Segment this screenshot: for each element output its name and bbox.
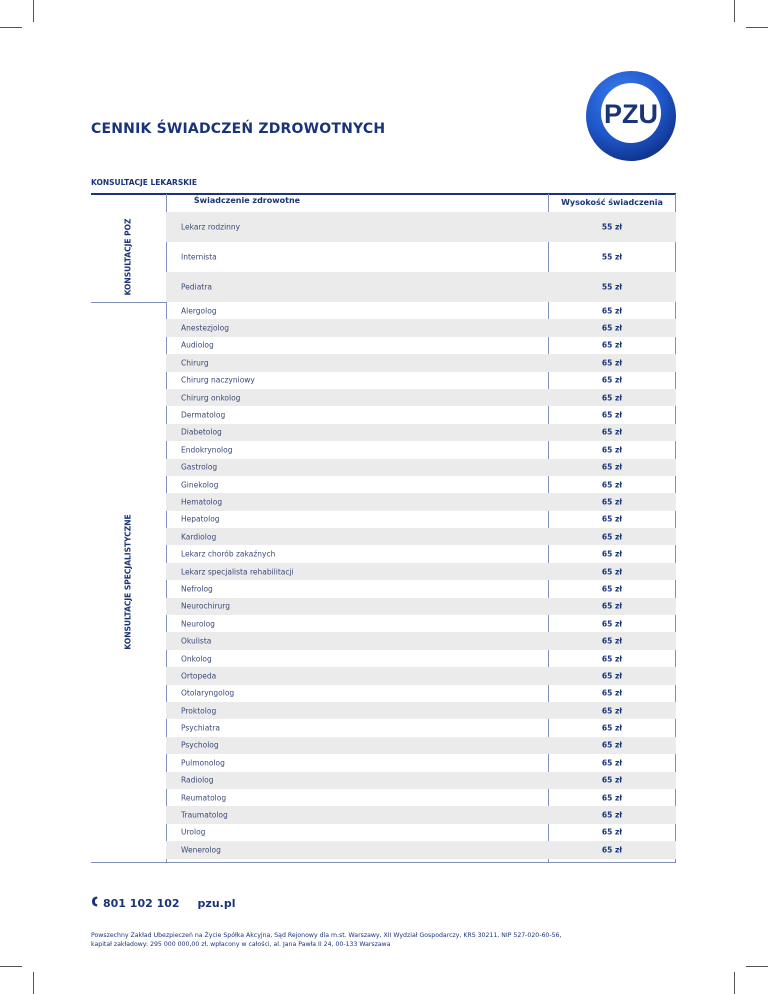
crop-mark	[746, 966, 768, 967]
service-amount: 65 zł	[601, 601, 623, 611]
table-row	[166, 476, 676, 493]
service-name: Otolaryngolog	[181, 688, 235, 698]
service-amount: 65 zł	[601, 375, 623, 385]
service-amount: 65 zł	[601, 654, 623, 663]
table-row	[166, 424, 676, 441]
service-name: Proktolog	[181, 706, 217, 716]
service-amount: 65 zł	[601, 480, 623, 490]
pzu-logo	[585, 70, 677, 162]
website-link[interactable]: pzu.pl	[197, 897, 236, 910]
service-amount: 65 zł	[601, 410, 623, 420]
table-row	[166, 789, 676, 806]
service-amount: 65 zł	[601, 619, 623, 629]
service-amount: 65 zł	[601, 775, 623, 785]
phone-number[interactable]: 801 102 102	[103, 897, 180, 910]
service-amount: 65 zł	[601, 688, 623, 698]
service-amount: 65 zł	[601, 706, 623, 716]
service-amount: 65 zł	[601, 740, 623, 750]
service-name: Ginekolog	[181, 480, 219, 490]
table-row	[166, 242, 676, 272]
service-amount: 65 zł	[601, 793, 623, 803]
service-name: Chirurg onkolog	[181, 393, 241, 403]
table-row	[166, 319, 676, 336]
service-name: Neurolog	[181, 619, 215, 629]
service-amount: 55 zł	[601, 282, 623, 292]
table-row	[166, 772, 676, 789]
service-amount: 65 zł	[601, 358, 623, 368]
service-amount: 65 zł	[601, 497, 623, 507]
service-name: Chirurg	[181, 358, 209, 368]
table-row	[166, 841, 676, 858]
table-row	[166, 824, 676, 841]
table-bottom-rule	[91, 862, 676, 863]
table-row	[166, 528, 676, 545]
service-name: Ortopeda	[181, 671, 217, 681]
service-name: Pediatra	[181, 282, 212, 292]
table-row	[166, 598, 676, 615]
service-name: Lekarz specjalista rehabilitacji	[181, 567, 294, 577]
table-row	[166, 719, 676, 736]
table-row	[166, 615, 676, 632]
table-row	[166, 650, 676, 667]
service-name: Lekarz chorób zakaźnych	[181, 549, 276, 559]
crop-mark	[746, 27, 768, 28]
table-row	[166, 563, 676, 580]
service-name: Hematolog	[181, 497, 223, 507]
table-row	[166, 389, 676, 406]
table-row	[166, 632, 676, 649]
service-name: Nefrolog	[181, 584, 213, 594]
service-amount: 65 zł	[601, 427, 623, 437]
service-name: Dermatolog	[181, 410, 226, 420]
group-label-poz: KONSULTACJE POZ	[123, 218, 133, 296]
section-title: KONSULTACJE LEKARSKIE	[91, 178, 197, 187]
service-amount: 65 zł	[601, 462, 623, 472]
service-name: Urolog	[181, 827, 206, 837]
service-name: Radiolog	[181, 775, 214, 785]
service-name: Kardiolog	[181, 532, 217, 542]
table-row	[166, 493, 676, 510]
table-row	[166, 212, 676, 242]
service-name: Audiolog	[181, 340, 214, 350]
service-name: Okulista	[181, 636, 212, 646]
service-amount: 65 zł	[601, 758, 623, 768]
footer-line: kapitał zakładowy: 295 000 000,00 zł, wpłacony w całości, al. Jana Pawła II 24, 00-133 Warszawa	[91, 941, 391, 948]
service-amount: 65 zł	[601, 340, 623, 350]
service-amount: 65 zł	[601, 584, 623, 594]
service-name: Diabetolog	[181, 427, 222, 437]
service-name: Psycholog	[181, 740, 219, 750]
table-row	[166, 302, 676, 319]
service-name: Anestezjolog	[181, 323, 230, 333]
service-amount: 65 zł	[601, 636, 623, 646]
crop-mark	[0, 966, 22, 967]
service-amount: 65 zł	[601, 810, 623, 820]
table-row	[166, 754, 676, 771]
table-row	[166, 272, 676, 302]
crop-mark	[0, 27, 22, 28]
table-row	[166, 580, 676, 597]
service-name: Traumatolog	[181, 810, 228, 820]
service-name: Pulmonolog	[181, 758, 225, 768]
table-top-rule	[91, 193, 676, 195]
group-label-specjalistyczne: KONSULTACJE SPECJALISTYCZNE	[123, 514, 133, 650]
service-name: Wenerolog	[181, 845, 221, 855]
service-amount: 65 zł	[601, 567, 623, 577]
service-amount: 65 zł	[601, 393, 623, 403]
table-row	[166, 372, 676, 389]
crop-mark	[33, 0, 34, 22]
service-amount: 65 zł	[601, 514, 623, 524]
service-name: Lekarz rodzinny	[181, 222, 241, 232]
service-amount: 65 zł	[601, 723, 623, 733]
column-header-amount: Wysokość świadczenia	[561, 198, 663, 207]
service-amount: 65 zł	[601, 532, 623, 542]
table-row	[166, 459, 676, 476]
crop-mark	[33, 972, 34, 994]
footer-line: Powszechny Zakład Ubezpieczeń na Życie Spółka Akcyjna, Sąd Rejonowy dla m.st. Warszawy, XII Wydział Gospodarczy, KRS 30211, NIP 527-020-60-56,	[91, 932, 562, 939]
table-row	[166, 354, 676, 371]
crop-mark	[734, 972, 735, 994]
service-name: Onkolog	[181, 654, 212, 663]
table-row	[166, 441, 676, 458]
service-amount: 65 zł	[601, 445, 623, 455]
table-row	[166, 685, 676, 702]
table-row	[166, 406, 676, 423]
service-amount: 65 zł	[601, 827, 623, 837]
phone-icon	[91, 896, 99, 910]
group-separator	[91, 302, 166, 303]
service-name: Endokrynolog	[181, 445, 233, 455]
service-name: Alergolog	[181, 306, 217, 316]
price-table-body	[166, 212, 676, 859]
crop-mark	[734, 0, 735, 22]
service-amount: 55 zł	[601, 222, 623, 232]
table-row	[166, 737, 676, 754]
contact-line	[91, 896, 235, 910]
service-amount: 65 zł	[601, 845, 623, 855]
table-row	[166, 806, 676, 823]
service-name: Neurochirurg	[181, 601, 230, 611]
service-name: Internista	[181, 252, 217, 262]
table-row	[166, 337, 676, 354]
service-amount: 65 zł	[601, 549, 623, 559]
service-name: Chirurg naczyniowy	[181, 375, 255, 385]
service-amount: 55 zł	[601, 252, 623, 262]
logo-text: PZU	[604, 99, 658, 129]
service-name: Hepatolog	[181, 514, 220, 524]
service-amount: 65 zł	[601, 671, 623, 681]
service-amount: 65 zł	[601, 306, 623, 316]
service-name: Reumatolog	[181, 793, 227, 803]
service-amount: 65 zł	[601, 323, 623, 333]
table-row	[166, 667, 676, 684]
service-name: Gastrolog	[181, 462, 218, 472]
table-row	[166, 511, 676, 528]
column-header-service: Świadczenie zdrowotne	[193, 196, 301, 205]
legal-footer	[91, 931, 691, 949]
service-name: Psychiatra	[181, 723, 220, 733]
table-row	[166, 702, 676, 719]
table-row	[166, 545, 676, 562]
page-title: CENNIK ŚWIADCZEŃ ZDROWOTNYCH	[91, 121, 386, 137]
